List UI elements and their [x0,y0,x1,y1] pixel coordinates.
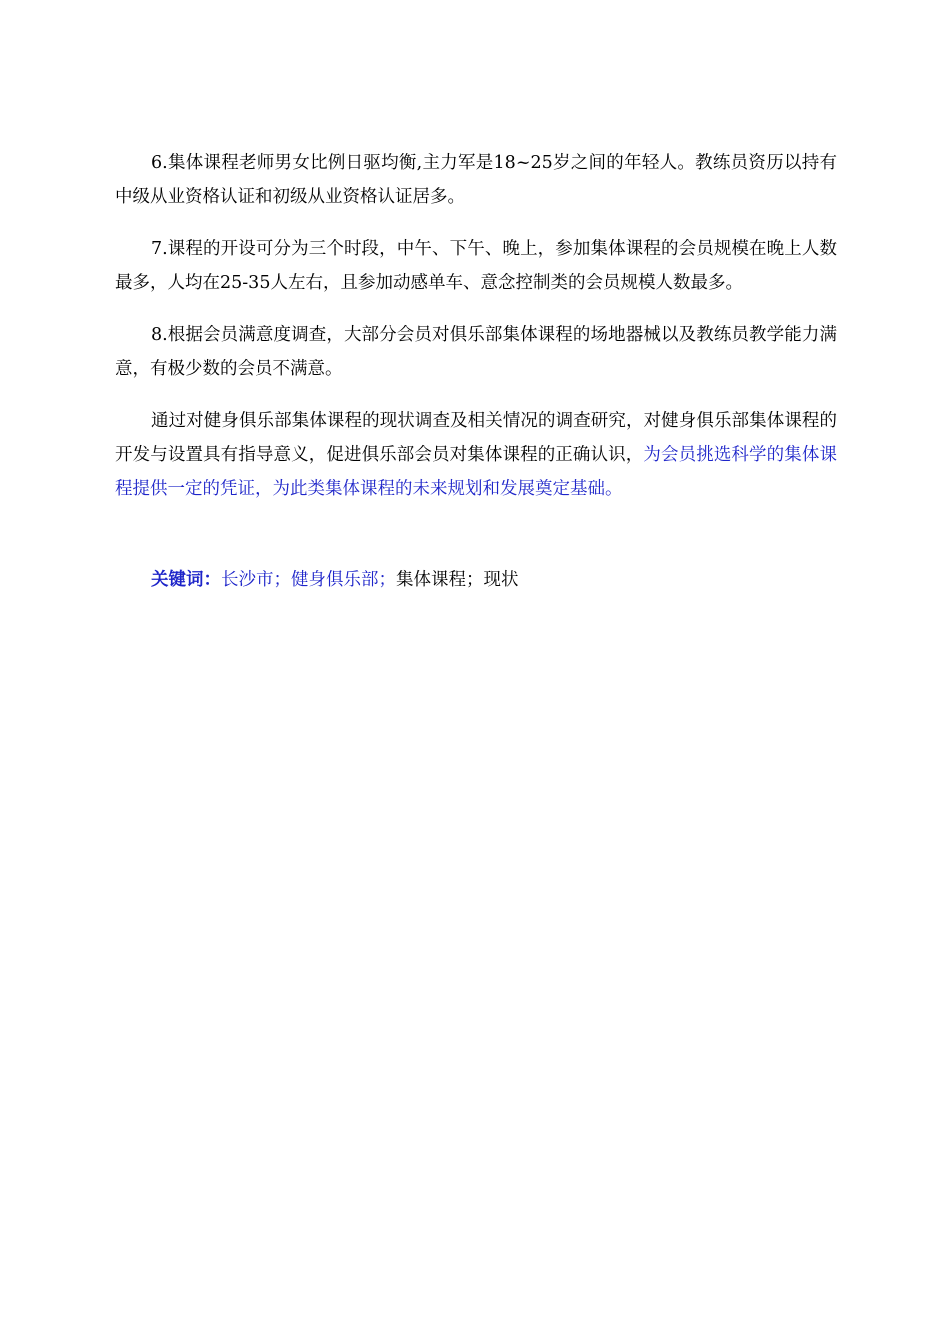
conclusion-text: 通过对健身俱乐部集体课程的现状调查及相关情况的调查研究，对健身俱乐部集体课程的开发与设置具有指导意义，促进俱乐部会员对集体课程的正确认识， [115,411,837,465]
keywords-highlight: 长沙市；健身俱乐部； [221,570,396,590]
keywords-text: 集体课程；现状 [396,570,519,590]
conclusion-highlight: 为会员挑选科学的集体课程提供一定的凭证，为此类集体课程的未来规划和发展奠定基础。 [115,445,837,499]
abstract-body [115,146,837,524]
paragraph-8: 8.根据会员满意度调查，大部分会员对俱乐部集体课程的场地器械以及教练员教学能力满意，有极少数的会员不满意。 [115,325,837,379]
keywords-line [151,563,519,597]
paragraph-6: 6.集体课程老师男女比例日驱均衡,主力军是18~25岁之间的年轻人。教练员资历以持有中级从业资格认证和初级从业资格认证居多。 [115,153,837,207]
paragraph-7: 7.课程的开设可分为三个时段，中午、下午、晚上，参加集体课程的会员规模在晚上人数最多，人均在25-35人左右，且参加动感单车、意念控制类的会员规模人数最多。 [115,239,837,293]
conclusion-paragraph [115,404,837,506]
keywords-label: 关键词： [151,570,221,590]
